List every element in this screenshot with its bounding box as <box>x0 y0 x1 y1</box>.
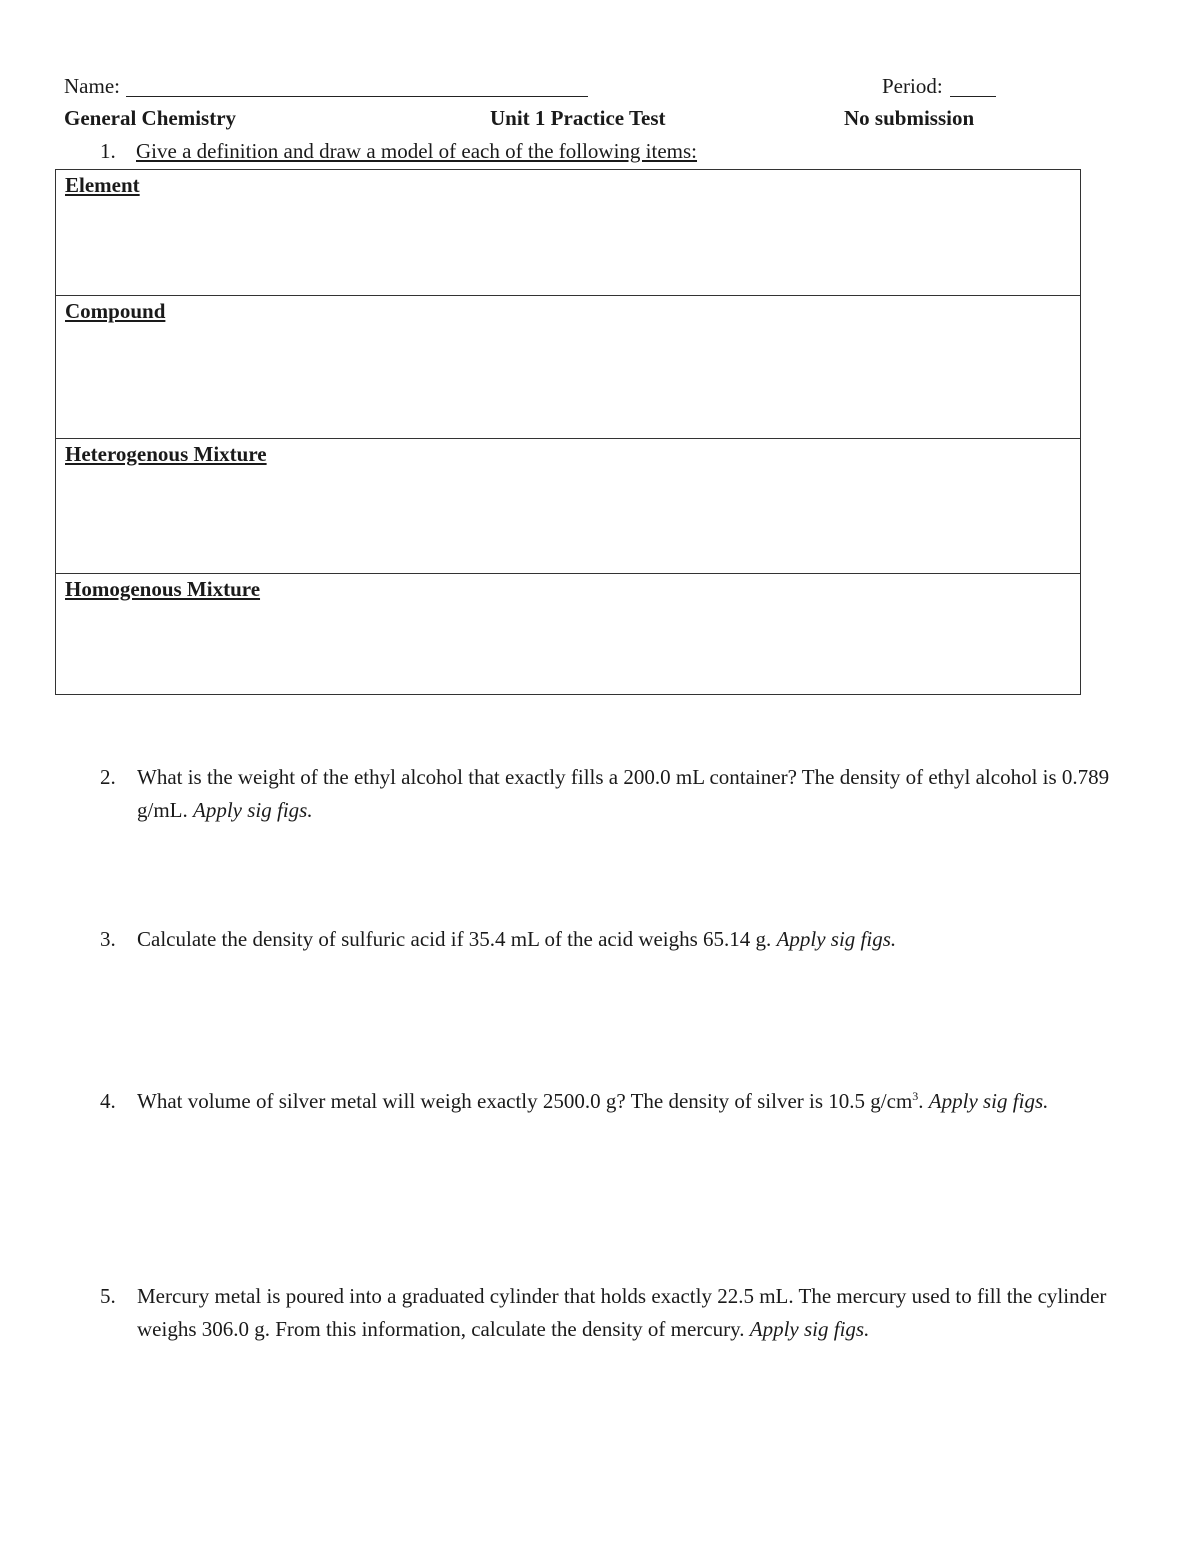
definition-label: Heterogenous Mixture <box>65 442 267 466</box>
question-text-after: . <box>918 1089 924 1113</box>
question-body <box>137 761 1130 827</box>
question-text: Mercury metal is poured into a graduated cylinder that holds exactly 22.5 mL. The mercury used to fill the cylinder weighs 306.0 g. From this information, calculate the density of mercury. <box>137 1284 1107 1341</box>
question-text: Give a definition and draw a model of each of the following items: <box>136 139 698 163</box>
course-title: General Chemistry <box>64 106 237 130</box>
question-5 <box>100 1280 1130 1346</box>
question-body <box>137 1280 1130 1346</box>
definition-box-homogenous[interactable] <box>56 573 1080 693</box>
question-note: Apply sig figs. <box>193 798 313 822</box>
question-text: What is the weight of the ethyl alcohol that exactly fills a 200.0 mL container? The density of ethyl alcohol is 0.789 g/mL. <box>137 765 1110 822</box>
question-4 <box>100 1085 1130 1118</box>
definition-box-compound[interactable] <box>56 295 1080 438</box>
period-blank-line[interactable] <box>950 96 996 97</box>
definitions-table <box>55 169 1081 695</box>
question-note: Apply sig figs. <box>928 1089 1049 1113</box>
question-number: 3. <box>100 927 116 951</box>
submission-note: No submission <box>844 106 975 130</box>
question-3 <box>100 923 1130 956</box>
definition-box-heterogenous[interactable] <box>56 438 1080 573</box>
question-number: 2. <box>100 765 116 789</box>
definition-label: Homogenous Mixture <box>65 577 261 601</box>
question-text: Calculate the density of sulfuric acid if 35.4 mL of the acid weighs 65.14 g. <box>137 927 772 951</box>
definition-label: Compound <box>65 299 166 323</box>
question-body <box>137 1085 1130 1118</box>
definition-label: Element <box>65 173 140 197</box>
question-number: 5. <box>100 1284 116 1308</box>
question-text: What volume of silver metal will weigh exactly 2500.0 g? The density of silver is 10.5 g/cm <box>137 1089 913 1113</box>
name-label: Name: <box>64 74 120 98</box>
question-note: Apply sig figs. <box>776 927 897 951</box>
question-number: 1. <box>100 139 116 163</box>
question-1-prompt <box>100 139 697 164</box>
question-body <box>137 923 1130 956</box>
superscript-3: 3 <box>912 1089 919 1103</box>
definition-box-element[interactable] <box>56 170 1080 295</box>
period-label: Period: <box>882 74 943 98</box>
name-blank-line[interactable] <box>126 96 588 97</box>
question-note: Apply sig figs. <box>749 1317 870 1341</box>
test-title: Unit 1 Practice Test <box>490 106 666 130</box>
question-2 <box>100 761 1130 827</box>
question-number: 4. <box>100 1089 116 1113</box>
